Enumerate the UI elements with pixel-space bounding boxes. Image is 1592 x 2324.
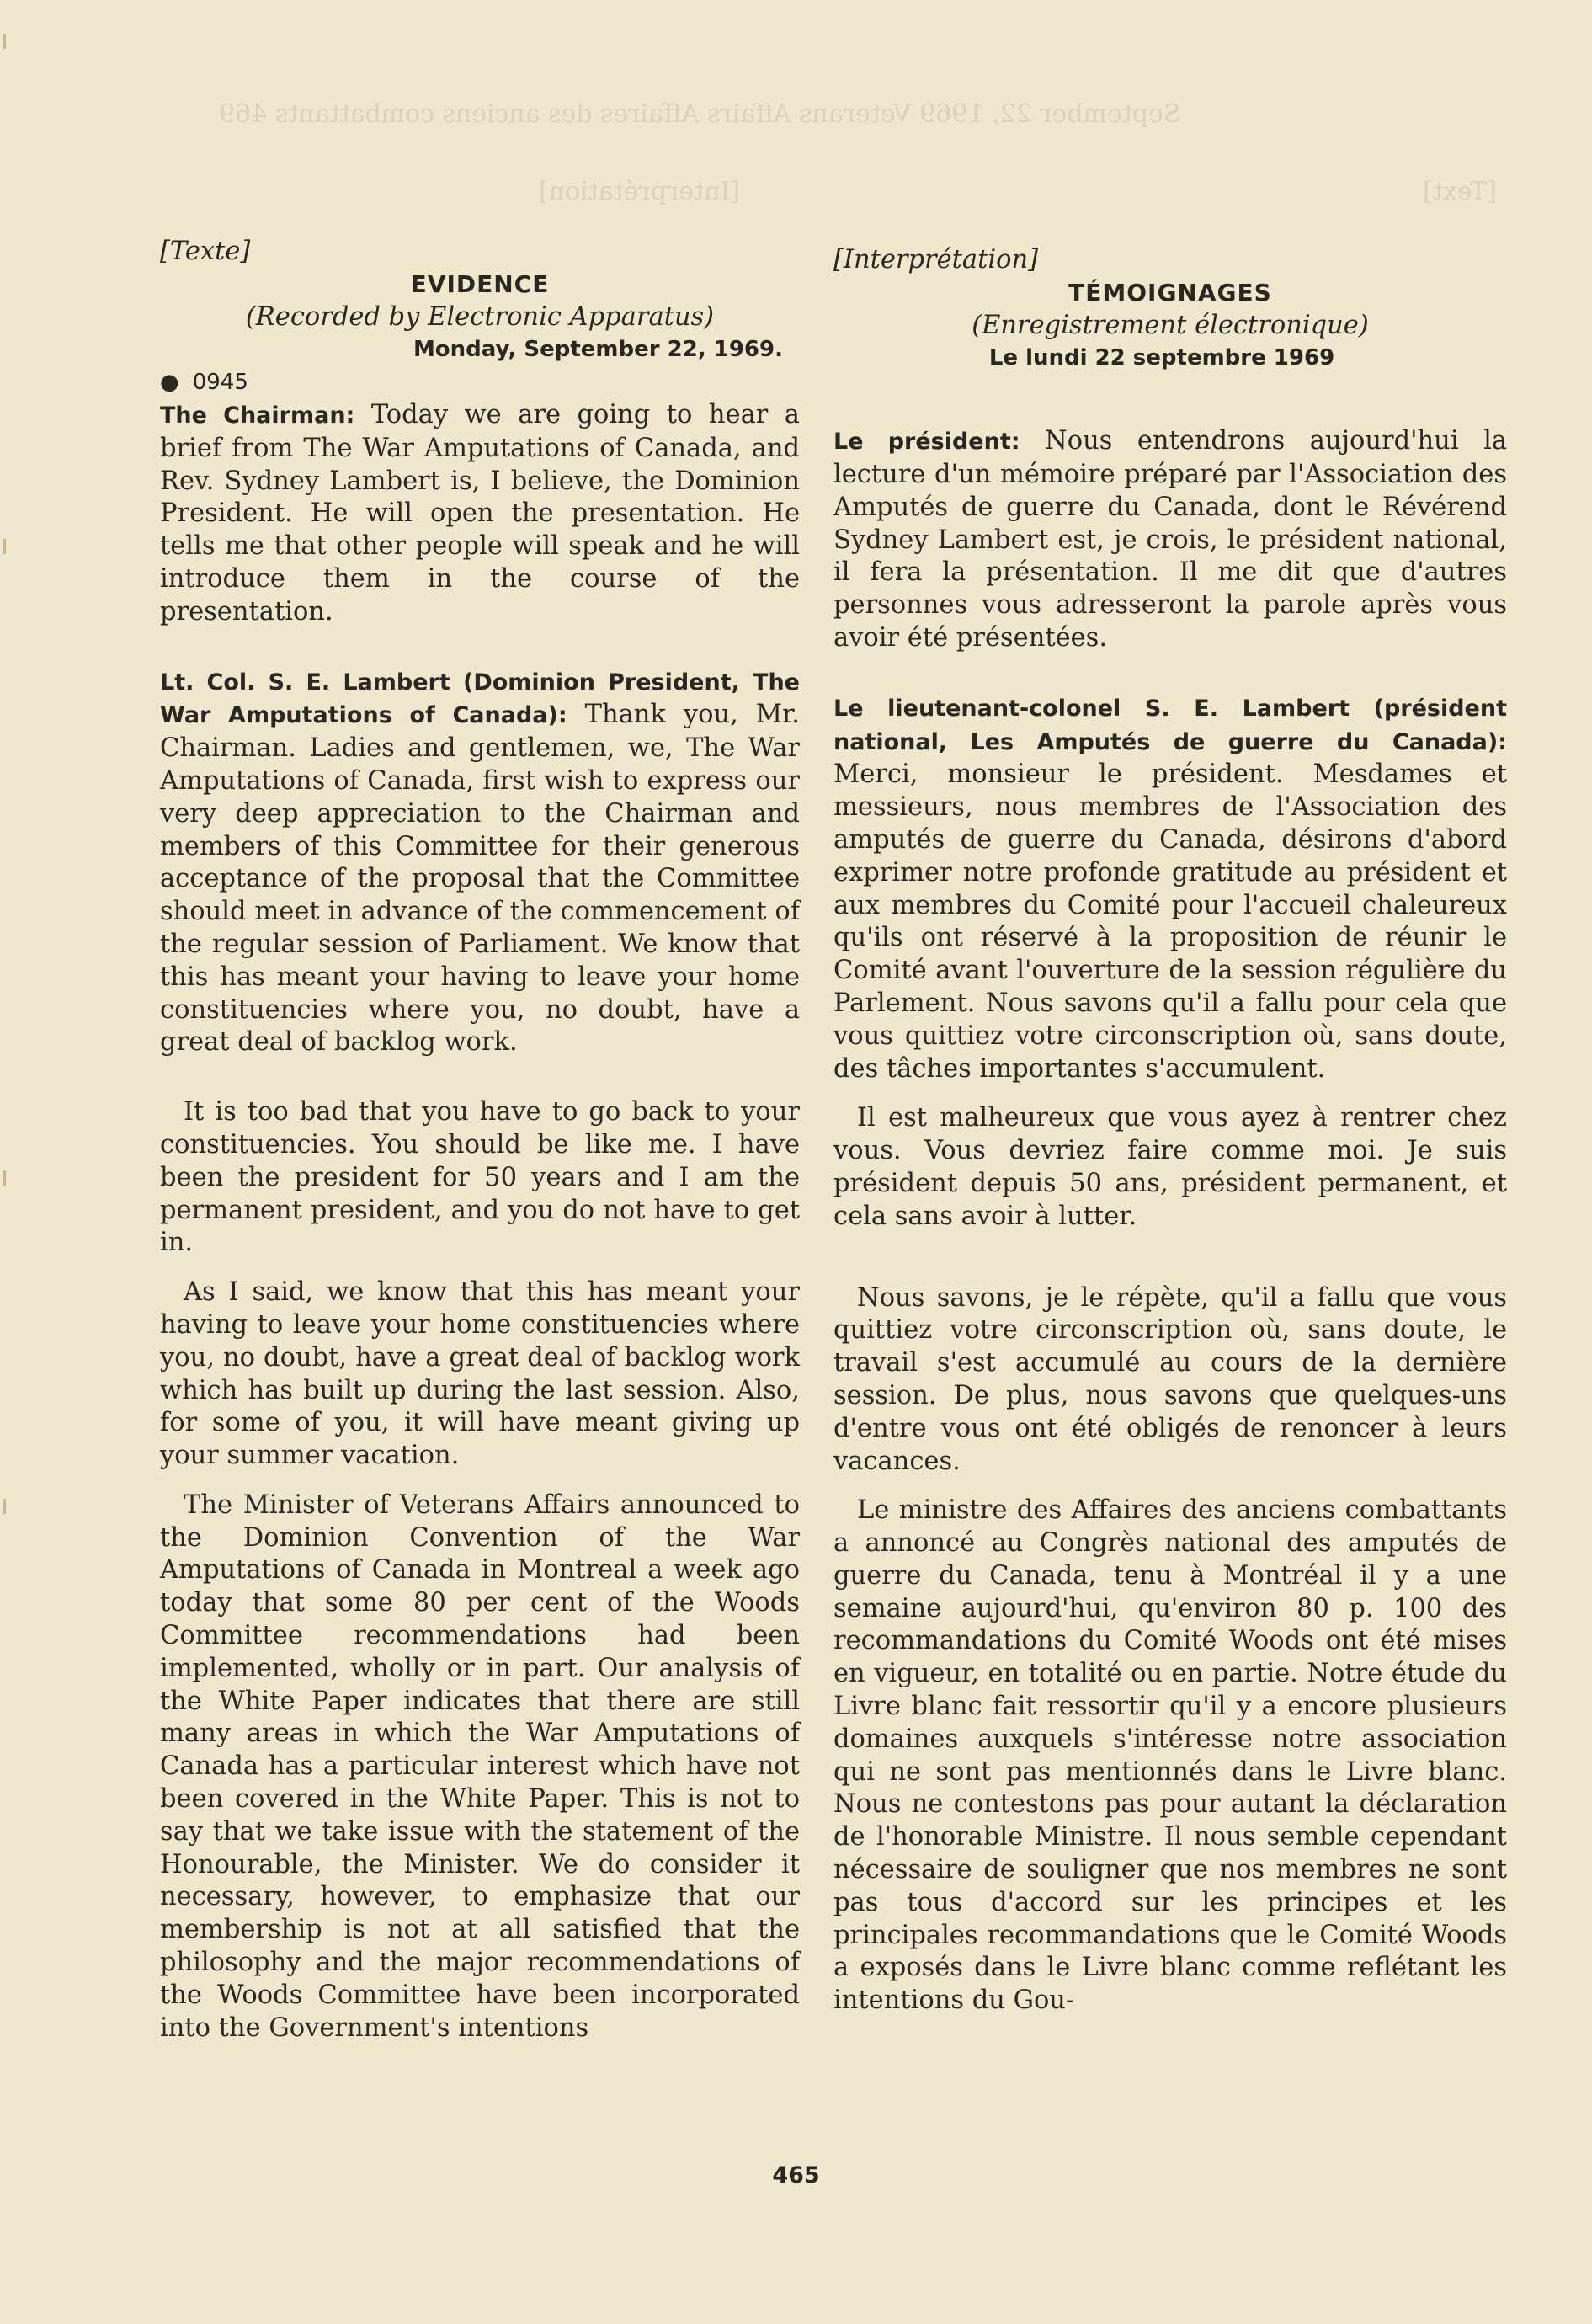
show-through-header: September 22, 1969 Veterans Affairs Affaires des anciens combattants 469 (219, 99, 1181, 129)
margin-mark (3, 539, 6, 554)
meeting-date: Le lundi 22 septembre 1969 (988, 345, 1335, 371)
speech-text: Thank you, Mr. Chairman. Ladies and gentlemen, we, The War Amputations of Canada, first wish to express our very deep appreciation to the Chairman and members of this Committee for their generous acceptance of the proposal that the Committee should meet in advance of the commencement of the regular session of Parliament. We know that this has meant your having to leave your home constituencies where you, no doubt, have a great deal of backlog work. (160, 700, 800, 1058)
paragraph-lambert (160, 666, 800, 1060)
speech-text: Today we are going to hear a brief from The War Amputations of Canada, and Rev. Sydney Lambert is, I believe, the Dominion President. He will open the presentation. He tells me that other people will speak and he will introduce them in the course of the presentation. (160, 399, 800, 626)
paragraph: The Minister of Veterans Affairs announced to the Dominion Convention of the War Amputations of Canada in Montreal a week ago today that some 80 per cent of the Woods Committee recommendations had been implemented, wholly or in part. Our analysis of the White Paper indicates that there are still many areas in which the War Amputations of Canada has a particular interest which have not been covered in the White Paper. This is not to say that we take issue with the statement of the Honourable, the Minister. We do consider it necessary, however, to emphasize that our membership is not at all satisfied that the philosophy and the major recommendations of the Woods Committee have been incorporated into the Government's intentions (160, 1490, 800, 2043)
show-through-line: [Interprétation] (539, 177, 741, 206)
speaker-name: Le président: (833, 429, 1020, 456)
paragraph: As I said, we know that this has meant your having to leave your home constituencies where you, no doubt, have a great deal of backlog work which has built up during the last session. Also, for some of you, it will have meant giving up your summer vacation. (160, 1277, 800, 1471)
section-subtitle: (Enregistrement électronique) (972, 310, 1369, 340)
show-through-line: [Text] (1423, 177, 1497, 206)
time-value: 0945 (192, 370, 248, 396)
section-tag: [Interprétation] (833, 245, 1038, 275)
paragraph: Il est malheureux que vous ayez à rentrer chez vous. Vous devriez faire comme moi. Je suis président depuis 50 ans, président permanent, et cela sans avoir à lutter. (833, 1103, 1507, 1231)
english-column (160, 236, 800, 2044)
paragraph-president (833, 425, 1507, 655)
paragraph: It is too bad that you have to go back to your constituencies. You should be like me. I have been the president for 50 years and I am the permanent president, and you do not have to get in. (160, 1097, 800, 1258)
bullet-icon: ● (160, 370, 179, 396)
margin-mark (3, 1499, 6, 1514)
page-number: 465 (772, 2162, 820, 2188)
section-title: TÉMOIGNAGES (1068, 278, 1272, 306)
paragraph-lambert (833, 692, 1507, 1086)
margin-mark (3, 1170, 6, 1186)
speaker-name: Le lieutenant-colonel S. E. Lambert (président national, Les Amputés de guerre du Canada): (833, 695, 1507, 755)
timestamp (160, 366, 800, 399)
section-title: EVIDENCE (410, 269, 550, 298)
paragraph: Nous savons, je le répète, qu'il a fallu que vous quittiez votre circonscription où, sans doute, le travail s'est accumulé au cours de la dernière session. De plus, nous savons que quelques-uns d'entre vous ont été obligés de renoncer à leurs vacances. (833, 1282, 1507, 1476)
section-tag: [Texte] (160, 237, 251, 266)
section-subtitle: (Recorded by Electronic Apparatus) (245, 301, 715, 332)
margin-mark (3, 34, 6, 49)
meeting-date: Monday, September 22, 1969. (413, 337, 783, 363)
french-column (833, 244, 1507, 2018)
paragraph: Le ministre des Affaires des anciens combattants a annoncé au Congrès national des amputés de guerre du Canada, tenu à Montréal il y a une semaine aujourd'hui, qu'environ 80 p. 100 des recommandations du Comité Woods ont été mises en vigueur, en totalité ou en partie. Notre étude du Livre blanc fait ressortir qu'il y a encore plusieurs domaines auxquels s'intéresse notre association qui ne sont pas mentionnés dans le Livre blanc. Nous ne contestons pas pour autant la déclaration de l'honorable Ministre. Il nous semble cependant nécessaire de souligner que nos membres ne sont pas tous d'accord sur les principes et les principales recommandations que le Comité Woods a exposés dans le Livre blanc comme reflétant les intentions du Gou- (833, 1495, 1507, 2016)
speech-text: Nous entendrons aujourd'hui la lecture d'un mémoire préparé par l'Association des Amputés de guerre du Canada, dont le Révérend Sydney Lambert est, je crois, le président national, il fera la présentation. Il me dit que d'autres personnes vous adresseront la parole après vous avoir été présentées. (833, 426, 1508, 653)
speech-text: Merci, monsieur le président. Mesdames et messieurs, nous membres de l'Association des amputés de guerre du Canada, désirons d'abord exprimer notre profonde gratitude au président et aux membres du Comité pour l'accueil chaleureux qu'ils ont réservé à la proposition de réunir le Comité avant l'ouverture de la session régulière du Parlement. Nous savons qu'il a fallu pour cela que vous quittiez votre circonscription où, sans doute, des tâches importantes s'accumulent. (833, 760, 1507, 1084)
speaker-name: The Chairman: (160, 402, 355, 429)
paragraph-chairman (160, 399, 800, 629)
speaker-name: Lt. Col. S. E. Lambert (Dominion President, The War Amputations of Canada): (160, 669, 800, 729)
